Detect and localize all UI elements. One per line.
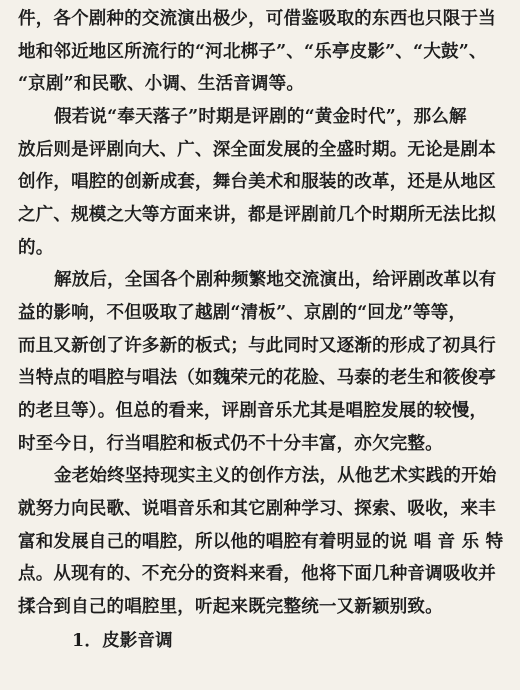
text-line: 的老旦等）。但总的看来，评剧音乐尤其是唱腔发展的较慢， [18,401,488,421]
text-line: 点。从现有的、不充分的资料来看，他将下面几种音调吸收并 [18,564,496,584]
text-line: 而且又新创了许多新的板式；与此同时又逐渐的形成了初具行 [18,336,496,356]
paragraph-start: 金老始终坚持现实主义的创作方法，从他艺术实践的开始 [54,466,497,486]
text-line: 就努力向民歌、说唱音乐和其它剧种学习、探索、吸收，来丰 [18,499,496,519]
text-line: 揉合到自己的唱腔里，听起来既完整统一又新颖别致。 [18,597,443,617]
text-line: 富和发展自己的唱腔，所以他的唱腔有着明显的说 唱 音 乐 特 [18,532,504,552]
text-line: “京剧”和民歌、小调、生活音调等。 [18,74,305,94]
text-line: 件，各个剧种的交流演出极少，可借鉴吸取的东西也只限于当 [18,9,496,29]
text-line: 之广、规模之大等方面来讲，都是评剧前几个时期所无法比拟 [18,205,496,225]
text-line: 的。 [18,238,54,258]
paragraph-start: 假若说“奉天落子”时期是评剧的“黄金时代”，那么解 [54,107,467,127]
text-line: 地和邻近地区所流行的“河北梆子”、“乐亭皮影”、“大鼓”、 [18,42,487,62]
section-heading: 1．皮影音调 [72,631,173,651]
text-line: 时至今日，行当唱腔和板式仍不十分丰富，亦欠完整。 [18,434,443,454]
paragraph-start: 解放后，全国各个剧种频繁地交流演出，给评剧改革以有 [54,270,497,290]
text-line: 当特点的唱腔与唱法（如魏荣元的花脸、马泰的老生和筱俊亭 [18,368,496,388]
text-line: 放后则是评剧向大、广、深全面发展的全盛时期。无论是剧本 [18,140,496,160]
text-line: 益的影响，不但吸取了越剧“清板”、京剧的“回龙”等等， [18,303,467,323]
text-line: 创作，唱腔的创新成套，舞台美术和服装的改革，还是从地区 [18,172,496,192]
